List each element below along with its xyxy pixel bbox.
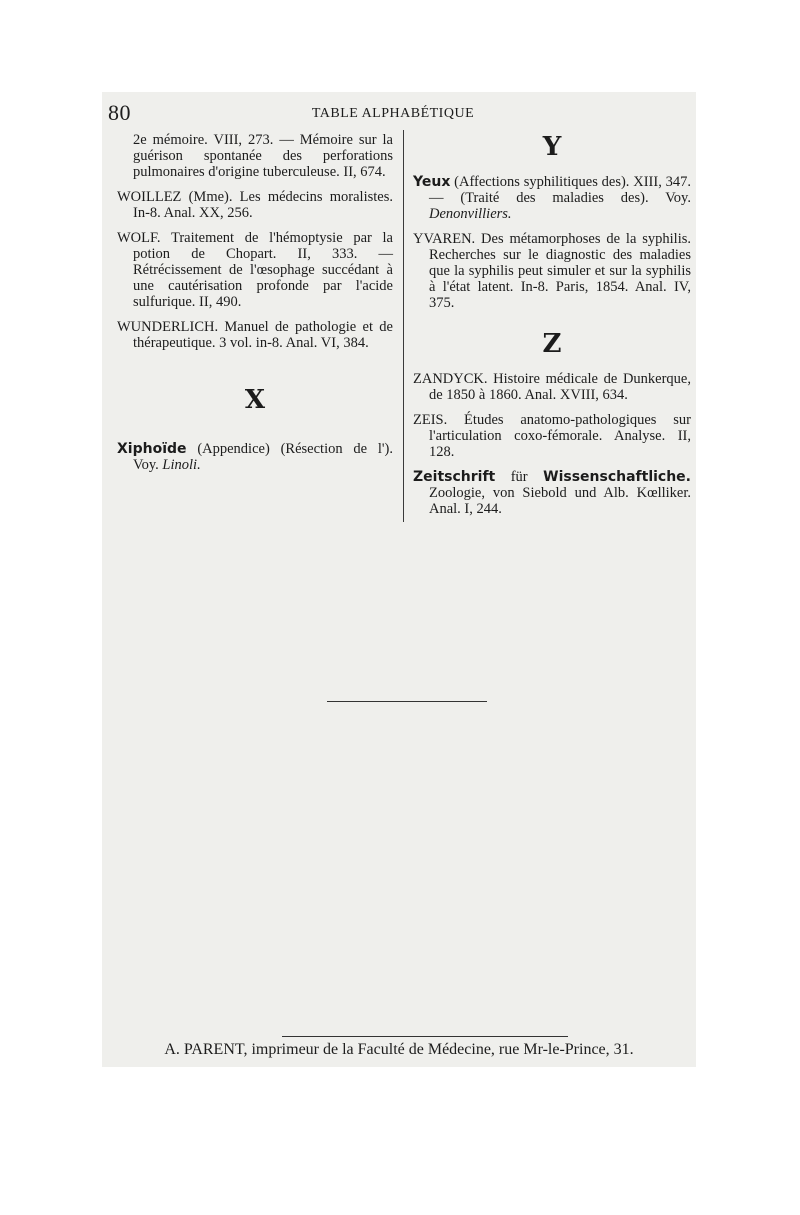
entry-term: Zeitschrift [413,469,496,485]
section-letter-z: Z [542,329,562,359]
left-column [117,132,393,482]
entry-term: Yeux [413,174,451,190]
printer-imprint: A. PARENT, imprimeur de la Faculté de Médecine, rue Mr-le-Prince, 31. [164,1041,634,1058]
index-entry: 2e mémoire. VIII, 273. — Mémoire sur la guérison spontanée des perforations pulmonaires d'origine tuberculeuse. II, 674. [133,132,393,180]
index-entry: ZANDYCK. Histoire médicale de Dunkerque, de 1850 à 1860. Anal. XVIII, 634. [413,371,691,403]
index-entry [413,469,691,517]
running-title: TABLE ALPHABÉTIQUE [311,106,475,121]
entry-reference: Denonvilliers. [429,206,512,222]
index-entry: WOLF. Traitement de l'hémoptysie par la potion de Chopart. II, 333. — Rétrécissement de l'œsophage succédant à une cautérisation profonde par l'acide sulfurique. II, 490. [117,230,393,310]
entry-text: (Appendice) (Résection de l'). Voy. [133,441,393,473]
entry-text: (Affections syphilitiques des). XIII, 347. — (Traité des maladies des). Voy. [429,174,691,206]
footer-rule [282,1036,568,1037]
index-entry: YVAREN. Des métamorphoses de la syphilis. Recherches sur le diagnostic des maladies que la syphilis peut simuler et sur la syphilis à l'état latent. In-8. Paris, 1854. Anal. IV, 375. [413,231,691,311]
right-column [413,132,691,526]
index-entry: ZEIS. Études anatomo-pathologiques sur l'articulation coxo-fémorale. Analyse. II, 128. [413,412,691,460]
page-header [108,100,678,126]
column-divider [403,130,404,522]
end-rule [327,701,487,702]
index-entry: WOILLEZ (Mme). Les médecins moralistes. In-8. Anal. XX, 256. [117,189,393,221]
entry-text: für [495,469,544,485]
index-entry [117,441,393,473]
index-entry [413,174,691,222]
page-number: 80 [108,100,131,125]
entry-term: Xiphoïde [117,441,187,457]
entry-text: Zoologie, von Siebold und Alb. Kœlliker. Anal. I, 244. [429,485,691,517]
entry-term: Wissenschaftliche. [543,469,691,485]
section-letter-x: X [244,385,266,415]
section-letter-y: Y [542,132,562,162]
entry-reference: Linoli. [162,457,201,473]
index-entry: WUNDERLICH. Manuel de pathologie et de thérapeutique. 3 vol. in-8. Anal. VI, 384. [117,319,393,351]
